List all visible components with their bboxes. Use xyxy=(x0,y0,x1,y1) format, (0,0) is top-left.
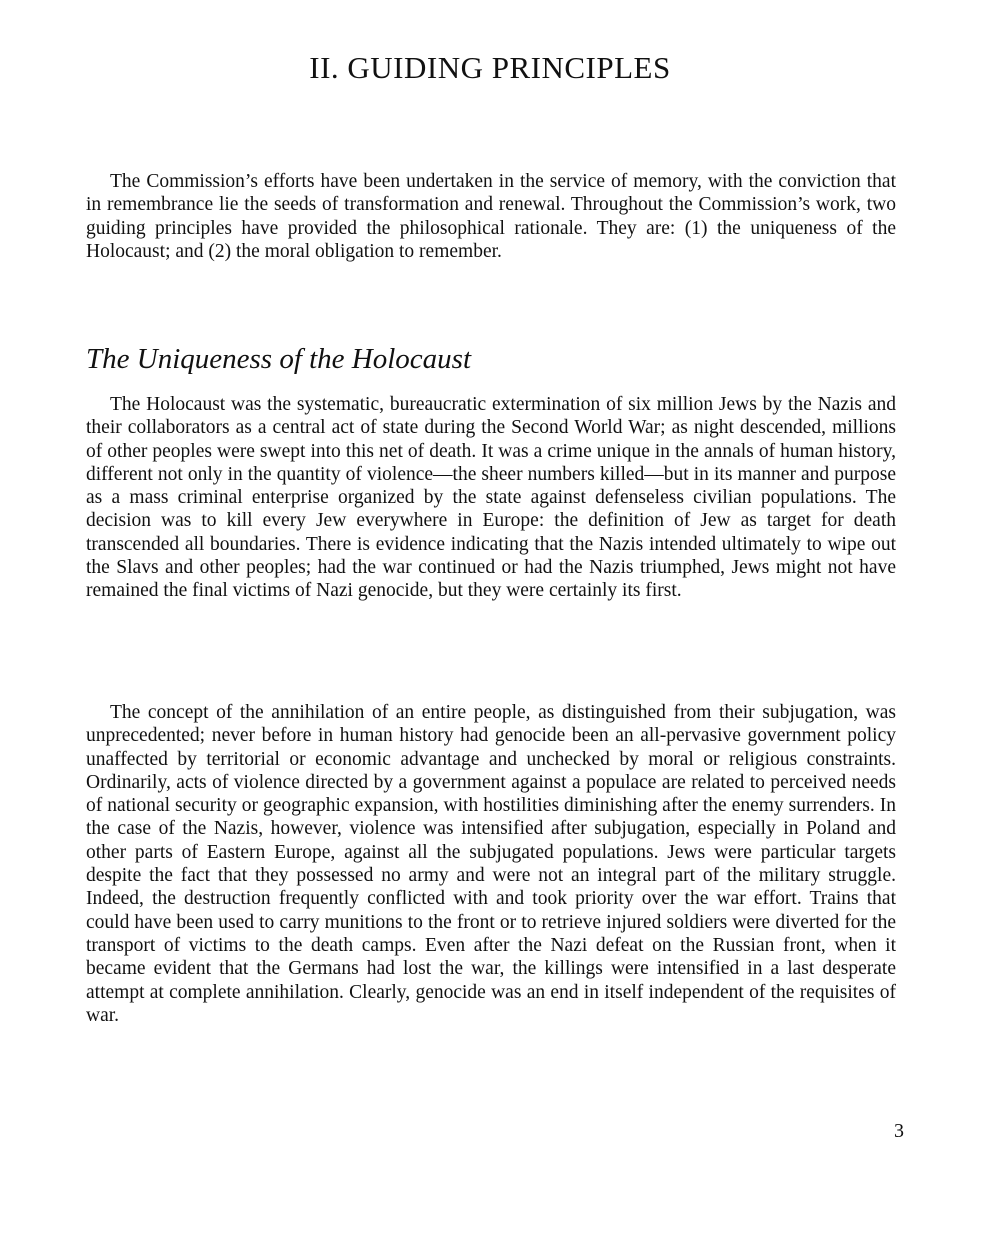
body-paragraph-2: The concept of the annihilation of an entire people, as distinguished from their subjugation, was unprecedented; never before in human history had genocide been an all-pervasive government policy unaffected by territorial or economic advantage and unchecked by moral or religious constraints. Ordinarily, acts of violence directed by a government against a populace are related to perceived needs of national security or geographic expansion, with hostilities diminishing after the enemy surrenders. In the case of the Nazis, however, violence was intensified after subjugation, especially in Poland and other parts of Eastern Europe, against all the subjugated populations. Jews were particular targets despite the fact that they possessed no army and were not an integral part of the military struggle. Indeed, the destruction frequently conflicted with and took priority over the war effort. Trains that could have been used to carry munitions to the front or to retrieve injured soldiers were diverted for the transport of victims to the death camps. Even after the Nazi defeat on the Russian front, when it became evident that the Germans had lost the war, the killings were intensified in a last desperate attempt at complete annihilation. Clearly, genocide was an end in itself independent of the requisites of war. xyxy=(86,702,896,1026)
body-paragraph-1: The Holocaust was the systematic, bureaucratic extermination of six million Jews by the Nazis and their collaborators as a central act of state during the Second World War; as night descended, millions of other peoples were swept into this net of death. It was a crime unique in the annals of human history, different not only in the quantity of violence—the sheer numbers killed—but in its manner and purpose as a mass criminal enterprise organized by the state against defenseless civilian populations. The decision was to kill every Jew everywhere in Europe: the definition of Jew as target for death transcended all boundaries. There is evidence indicating that the Nazis intended ultimately to wipe out the Slavs and other peoples; had the war continued or had the Nazis triumphed, Jews might not have remained the final victims of Nazi genocide, but they were certainly its first. xyxy=(86,394,896,602)
intro-paragraph: The Commission’s efforts have been undertaken in the service of memory, with the conviction that in remembrance lie the seeds of transformation and renewal. Throughout the Commission’s work, two guiding principles have provided the philosophical rationale. They are: (1) the uniqueness of the Holocaust; and (2) the moral obligation to remember. xyxy=(86,171,896,262)
section-heading: The Uniqueness of the Holocaust xyxy=(86,343,472,375)
page-number: 3 xyxy=(894,1120,904,1142)
chapter-title: II. GUIDING PRINCIPLES xyxy=(309,50,671,85)
